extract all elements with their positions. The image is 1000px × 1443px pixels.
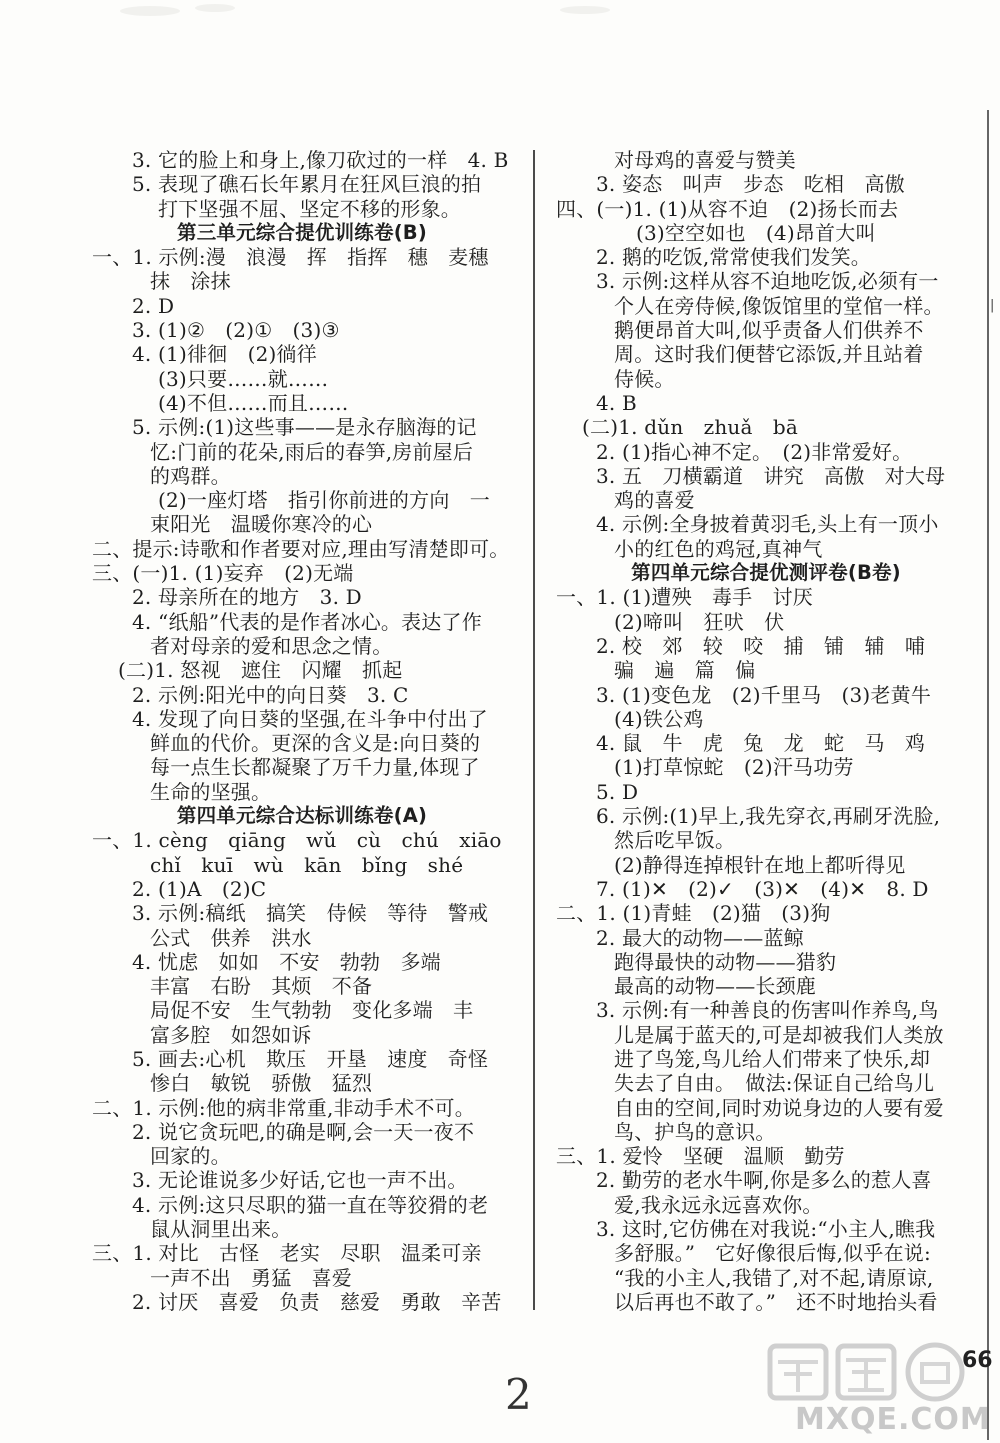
left-answer-line: 2. 示例:阳光中的向日葵 3. C: [132, 682, 409, 707]
right-answer-line: 多舒服。” 它好像很后悔,似乎在说:: [614, 1241, 931, 1266]
left-answer-line: (3)只要……就……: [158, 366, 329, 391]
right-answer-line: 侍候。: [614, 366, 675, 391]
right-answer-line: 2. 鹅的吃饭,常常使我们发笑。: [596, 245, 871, 270]
left-answer-line: 忆:门前的花朵,雨后的春笋,房前屋后: [150, 439, 474, 464]
left-answer-line: 抹 涂抹: [150, 269, 231, 294]
right-answer-line: 鸟、护鸟的意识。: [614, 1119, 776, 1144]
right-section-title: 第四单元综合提优测评卷(B卷): [631, 561, 901, 585]
right-answer-line: (2)啼叫 狂吠 伏: [614, 609, 785, 634]
left-answer-line: (4)不但……而且……: [158, 390, 349, 415]
left-answer-line: 3. (1)② (2)① (3)③: [132, 318, 340, 343]
left-section-title: 第三单元综合提优训练卷(B): [177, 220, 427, 244]
left-answer-line: 鼠从洞里出来。: [150, 1217, 292, 1242]
left-answer-line: 三、1. 对比 古怪 老实 尽职 温柔可亲: [92, 1241, 482, 1266]
right-answer-line: 4. 鼠 牛 虎 兔 龙 蛇 马 鸡: [596, 731, 926, 756]
right-answer-line: 7. (1)✕ (2)✓ (3)✕ (4)✕ 8. D: [596, 876, 929, 901]
right-answer-line: (2)静得连掉根针在地上都听得见: [614, 852, 906, 877]
scan-smudge: [195, 4, 235, 12]
right-answer-line: 最高的动物——长颈鹿: [614, 974, 816, 999]
right-answer-line: 鸡的喜爱: [614, 488, 695, 513]
left-answer-line: 局促不安 生气勃勃 变化多端 丰: [150, 998, 474, 1023]
right-answer-line: 一、1. (1)遭殃 毒手 讨厌: [556, 585, 813, 610]
right-answer-line: 以后再也不敢了。” 还不时地抬头看: [614, 1289, 938, 1314]
left-answer-line: 4. “纸船”代表的是作者冰心。表达了作: [132, 609, 482, 634]
left-answer-line: 2. 讨厌 喜爱 负责 慈爱 勇敢 辛苦: [132, 1289, 502, 1314]
right-answer-line: 周。这时我们便替它添饭,并且站着: [614, 342, 924, 367]
left-answer-line: 5. 表现了礁石长年累月在狂风巨浪的拍: [132, 172, 482, 197]
left-answer-line: 4. 忧虑 如如 不安 勃勃 多端: [132, 949, 441, 974]
right-answer-line: (1)打草惊蛇 (2)汗马功劳: [614, 755, 854, 780]
right-answer-line: 2. 校 郊 较 咬 捕 铺 辅 哺: [596, 633, 926, 658]
left-answer-line: chǐ kuī wù kān bǐng shé: [150, 852, 464, 877]
left-answer-line: 的鸡群。: [150, 463, 231, 488]
left-answer-line: 3. 无论谁说多少好话,它也一声不出。: [132, 1168, 468, 1193]
left-answer-line: 惨白 敏锐 骄傲 猛烈: [150, 1071, 373, 1096]
handwritten-mark: 2: [505, 1370, 532, 1419]
left-answer-line: 5. 画去:心机 欺压 开垦 速度 奇怪: [132, 1046, 489, 1071]
right-answer-line: 跑得最快的动物——猎豹: [614, 949, 837, 974]
right-column: [556, 148, 976, 1314]
left-answer-line: 丰富 右盼 其烦 不备: [150, 974, 373, 999]
left-section-title: 第四单元综合达标训练卷(A): [176, 804, 428, 828]
right-answer-line: 四、(一)1. (1)从容不迫 (2)扬长而去: [556, 196, 899, 221]
right-answer-line: 3. 示例:有一种善良的伤害叫作养鸟,鸟: [596, 998, 939, 1023]
left-answer-line: 二、提示:诗歌和作者要对应,理由写清楚即可。: [92, 536, 510, 561]
left-answer-line: 2. 母亲所在的地方 3. D: [132, 585, 362, 610]
right-answer-line: “我的小主人,我错了,对不起,请原谅,: [614, 1265, 934, 1290]
left-answer-line: 打下坚强不屈、坚定不移的形象。: [158, 196, 461, 221]
right-answer-line: (二)1. dǔn zhuǎ bā: [582, 415, 798, 440]
left-answer-line: 每一点生长都凝聚了万千力量,体现了: [150, 755, 480, 780]
left-answer-line: 一、1. cèng qiāng wǔ cù chú xiāo: [92, 828, 502, 853]
right-answer-line: 5. D: [596, 779, 639, 804]
right-answer-line: 2. 最大的动物——蓝鲸: [596, 925, 804, 950]
right-answer-line: (3)空空如也 (4)昂首大叫: [636, 220, 876, 245]
right-answer-line: 爱,我永远永远喜欢你。: [614, 1192, 823, 1217]
side-mark: |: [990, 298, 995, 313]
left-answer-line: 一声不出 勇猛 喜爱: [150, 1265, 352, 1290]
right-answer-line: 3. 这时,它仿佛在对我说:“小主人,瞧我: [596, 1217, 936, 1242]
right-answer-line: 3. 姿态 叫声 步态 吃相 高傲: [596, 172, 905, 197]
right-answer-line: 3. 五 刀横霸道 讲究 高傲 对大母: [596, 463, 946, 488]
right-answer-line: 3. (1)变色龙 (2)千里马 (3)老黄牛: [596, 682, 932, 707]
left-answer-line: 者对母亲的爱和思念之情。: [150, 633, 393, 658]
left-answer-line: (二)1. 怒视 遮住 闪耀 抓起: [118, 658, 403, 683]
right-answer-line: 儿是属于蓝天的,可是却被我们人类放: [614, 1022, 944, 1047]
left-answer-line: 4. 发现了向日葵的坚强,在斗争中付出了: [132, 706, 488, 731]
left-answer-line: 束阳光 温暖你寒冷的心: [150, 512, 373, 537]
right-answer-line: 小的红色的鸡冠,真神气: [614, 536, 823, 561]
left-answer-line: 生命的坚强。: [150, 779, 272, 804]
left-column: [92, 148, 512, 1314]
left-answer-line: 三、(一)1. (1)妄弃 (2)无端: [92, 561, 354, 586]
scan-smudge: [120, 6, 180, 16]
right-answer-line: 鹅便昂首大叫,似乎责备人们供养不: [614, 318, 924, 343]
right-answer-line: 骗 遍 篇 偏: [614, 658, 756, 683]
column-divider: [533, 150, 535, 1310]
left-answer-line: 回家的。: [150, 1144, 231, 1169]
right-answer-line: 三、1. 爱怜 坚硬 温顺 勤劳: [556, 1144, 845, 1169]
left-answer-line: 2. D: [132, 293, 175, 318]
right-answer-line: 二、1. (1)青蛙 (2)猫 (3)狗: [556, 901, 831, 926]
left-answer-line: 富多腔 如怨如诉: [150, 1022, 312, 1047]
left-answer-line: 3. 它的脸上和身上,像刀砍过的一样 4. B: [132, 148, 509, 172]
right-answer-line: 然后吃早饭。: [614, 828, 736, 853]
left-answer-line: 5. 示例:(1)这些事——是永存脑海的记: [132, 415, 477, 440]
right-answer-line: 个人在旁侍候,像饭馆里的堂倌一样。: [614, 293, 944, 318]
watermark-site-text: MXQE.COM: [795, 1402, 991, 1437]
right-answer-line: 4. 示例:全身披着黄羽毛,头上有一顶小: [596, 512, 939, 537]
right-answer-line: 3. 示例:这样从容不迫地吃饭,必须有一: [596, 269, 939, 294]
left-answer-line: 二、1. 示例:他的病非常重,非动手术不可。: [92, 1095, 475, 1120]
right-answer-line: 6. 示例:(1)早上,我先穿衣,再刷牙洗脸,: [596, 804, 941, 829]
right-answer-line: 失去了自由。 做法:保证自己给鸟儿: [614, 1071, 935, 1096]
left-answer-line: 鲜血的代价。更深的含义是:向日葵的: [150, 731, 481, 756]
left-answer-line: 2. (1)A (2)C: [132, 876, 267, 901]
left-answer-line: 2. 说它贪玩吧,的确是啊,会一天一夜不: [132, 1119, 475, 1144]
right-answer-line: 自由的空间,同时劝说身边的人要有爱: [614, 1095, 944, 1120]
page-number: 66: [962, 1348, 993, 1373]
right-answer-line: 4. B: [596, 390, 637, 415]
left-answer-line: 公式 供养 洪水: [150, 925, 312, 950]
right-answer-line: 进了鸟笼,鸟儿给人们带来了快乐,却: [614, 1046, 931, 1071]
right-answer-line: (4)铁公鸡: [614, 706, 704, 731]
right-answer-line: 2. (1)指心神不定。 (2)非常爱好。: [596, 439, 913, 464]
scan-smudge: [560, 6, 610, 14]
left-answer-line: 4. (1)徘徊 (2)徜徉: [132, 342, 317, 367]
page-edge: [987, 110, 989, 1440]
left-answer-line: (2)一座灯塔 指引你前进的方向 一: [158, 488, 490, 513]
left-answer-line: 一、1. 示例:漫 浪漫 挥 指挥 穗 麦穗: [92, 245, 489, 270]
right-answer-line: 对母鸡的喜爱与赞美: [614, 148, 796, 172]
left-answer-line: 4. 示例:这只尽职的猫一直在等狡猾的老: [132, 1192, 489, 1217]
right-answer-line: 2. 勤劳的老水牛啊,你是多么的惹人喜: [596, 1168, 932, 1193]
left-answer-line: 3. 示例:稿纸 搞笑 侍候 等待 警戒: [132, 901, 489, 926]
